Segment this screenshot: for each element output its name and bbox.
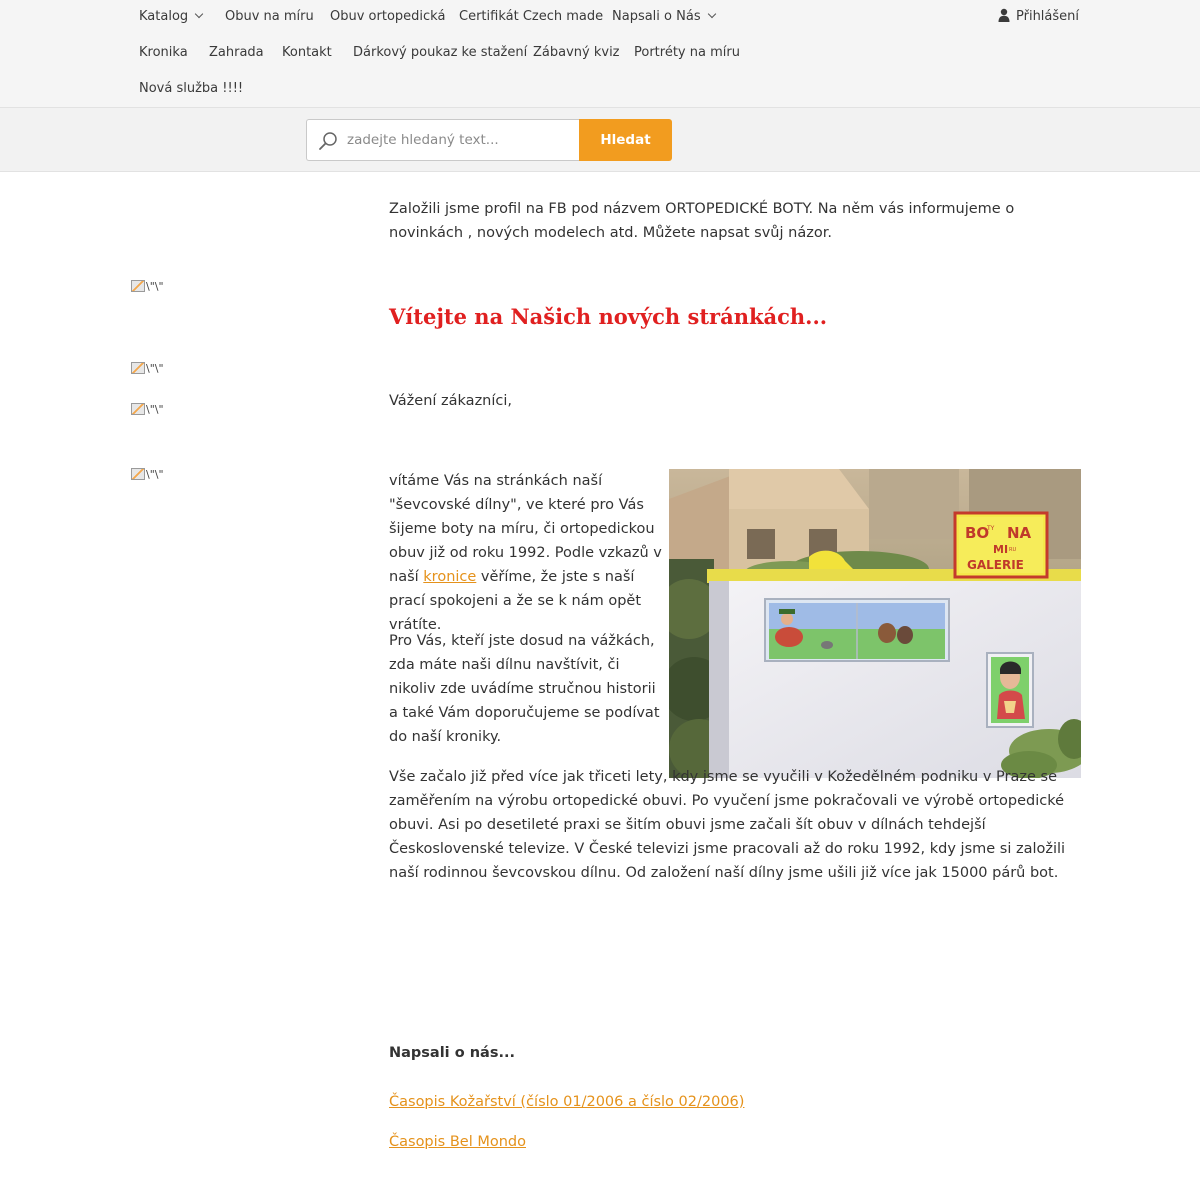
nav-item-obuv-ortopedicka[interactable]: Obuv ortopedická (330, 9, 446, 24)
search-icon (318, 131, 338, 151)
broken-image-icon (131, 403, 145, 415)
login-label: Přihlášení (1016, 9, 1080, 24)
nav-item-napsali-o-nas[interactable] (612, 8, 715, 26)
chevron-down-icon (707, 10, 715, 18)
nav-item-katalog[interactable] (139, 8, 202, 26)
nav-label: Katalog (139, 9, 189, 24)
broken-image[interactable] (131, 468, 164, 482)
image-alt-text: \"\" (146, 468, 164, 481)
paragraph-text: vítáme Vás na stránkách naší "ševcovské dílny", ve které pro Vás šijeme boty na míru, či ortopedickou obuv již od roku 1992. Podle vzkazů v naší (389, 473, 662, 585)
gallery-wall-image (669, 469, 1081, 778)
image-alt-text: \"\" (146, 403, 164, 416)
broken-image[interactable] (131, 280, 164, 294)
search-input[interactable] (347, 128, 572, 152)
svg-text:MI: MI (993, 543, 1009, 556)
search-button[interactable]: Hledat (579, 119, 672, 161)
svg-text:NA: NA (1007, 524, 1032, 542)
nav-item-darkovy-poukaz[interactable]: Dárkový poukaz ke stažení (353, 45, 528, 60)
history-paragraph-3: Vše začalo již před více jak třiceti lety, kdy jsme se vyučili v Kožedělném podniku v Praze se zaměřením na výrobu ortopedické obuvi. Po vyučení jsme pokračovali ve výrobě ortopedické obuvi. Asi po desetileté praxi se šitím obuvi jsme začali šít obuv v dílnách tehdejší Československé televize. V České televizi jsme pracovali až do roku 1992, kdy jsme si založili naší rodinnou ševcovskou dílnu. Od založení naší dílny jsme ušili již více jak 15000 párů bot. (389, 769, 1066, 881)
press-link-kozarstvi[interactable]: Časopis Kožařství (číslo 01/2006 a číslo 02/2006) (389, 1094, 745, 1110)
nav-item-nova-sluzba[interactable]: Nová služba !!!! (139, 81, 244, 96)
chevron-down-icon (195, 10, 203, 18)
image-alt-text: \"\" (146, 362, 164, 375)
nav-item-obuv-na-miru[interactable]: Obuv na míru (225, 9, 314, 24)
paragraph-text: věříme, že jste s naší prací spokojeni a že se k nám opět vrátíte. (389, 569, 642, 633)
search-bar (0, 108, 1200, 172)
greeting-text: Vážení zákazníci, (389, 393, 513, 409)
svg-text:TY: TY (987, 525, 995, 532)
press-link-bel-mondo[interactable]: Časopis Bel Mondo (389, 1134, 526, 1150)
intro-text: Založili jsme profil na FB pod názvem ORTOPEDICKÉ BOTY. Na něm vás informujeme o novinkách , nových modelech atd. Můžete napsat svůj názor. (389, 201, 1015, 241)
nav-item-zabavny-kviz[interactable]: Zábavný kviz (533, 45, 620, 60)
svg-text:BO: BO (965, 524, 990, 542)
broken-image[interactable] (131, 403, 164, 417)
image-alt-text: \"\" (146, 280, 164, 293)
broken-image-icon (131, 362, 145, 374)
history-paragraph-2: Pro Vás, kteří jste dosud na vážkách, zda máte naši dílnu navštívit, či nikoliv zde uvádíme stručnou historii a také Vám doporučujeme se podívat do naší kroniky. (389, 633, 660, 745)
welcome-heading: Vítejte na Našich nových stránkách... (389, 304, 828, 329)
kronika-link[interactable]: kronice (423, 569, 477, 585)
workshop-photo (669, 469, 1081, 778)
broken-image-icon (131, 468, 145, 480)
history-paragraph-1 (389, 469, 665, 637)
nav-label: Napsali o Nás (612, 9, 701, 24)
nav-item-zahrada[interactable]: Zahrada (209, 45, 264, 60)
login-link[interactable] (998, 8, 1079, 26)
nav-item-certifikat[interactable]: Certifikát Czech made (459, 9, 604, 24)
svg-text:RU: RU (1009, 547, 1017, 553)
svg-text:GALERIE: GALERIE (967, 558, 1024, 572)
nav-item-kronika[interactable]: Kronika (139, 45, 188, 60)
top-navigation (0, 0, 1200, 108)
nav-item-portrety[interactable]: Portréty na míru (634, 45, 740, 60)
user-icon (998, 8, 1010, 22)
search-box (306, 119, 580, 161)
broken-image[interactable] (131, 362, 164, 376)
nav-item-kontakt[interactable]: Kontakt (282, 45, 332, 60)
broken-image-icon (131, 280, 145, 292)
press-section-title: Napsali o nás... (389, 1045, 515, 1061)
